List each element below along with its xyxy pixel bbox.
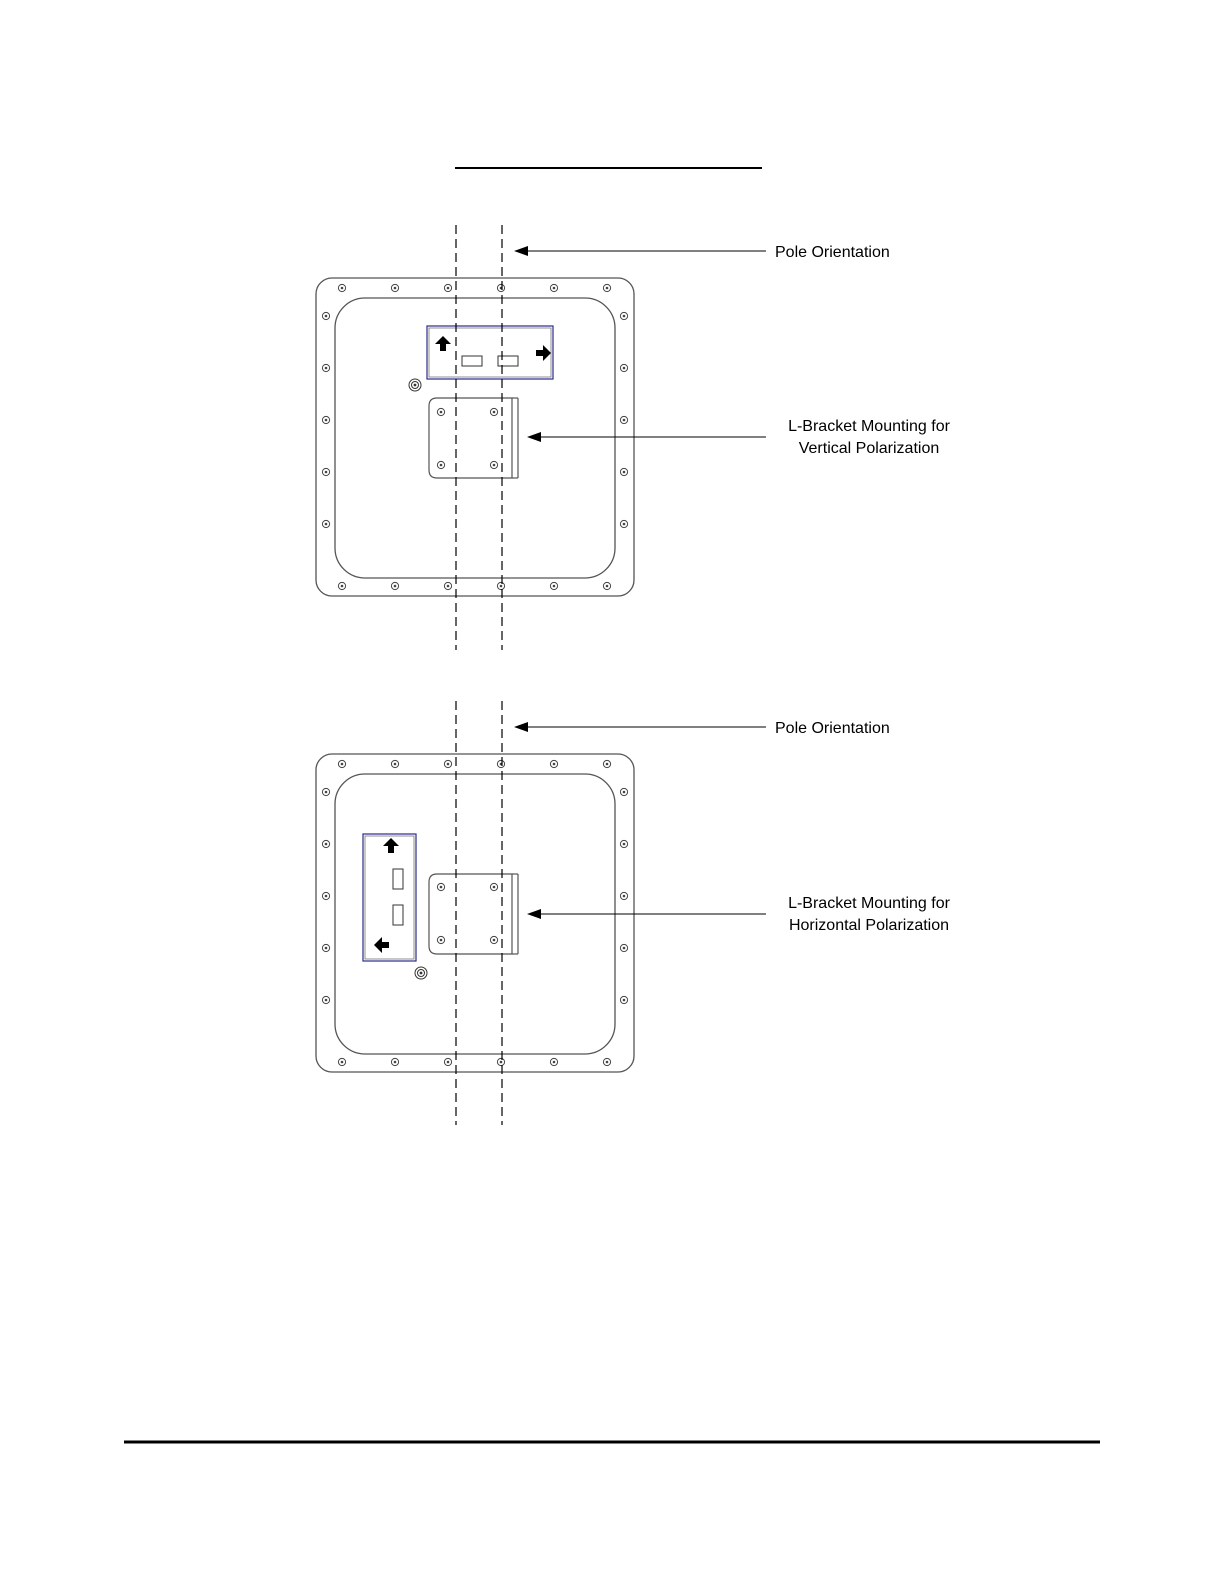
l-bracket [429, 398, 518, 478]
antenna-panel-inner [335, 298, 615, 578]
rf-connector [409, 379, 421, 391]
screw-icon [322, 364, 329, 371]
screw-icon [603, 760, 610, 767]
top-view [316, 225, 951, 650]
screw-icon [437, 461, 444, 468]
screw-icon [338, 582, 345, 589]
pole-callout-arrowhead [514, 246, 528, 256]
antenna-panel-outer [316, 754, 634, 1072]
pole-callout-arrowhead [514, 722, 528, 732]
plate-slot [393, 869, 403, 889]
screw-icon [322, 520, 329, 527]
screw-icon [620, 312, 627, 319]
bracket-screws [437, 408, 497, 468]
screw-icon [620, 520, 627, 527]
bracket-label-line1: L-Bracket Mounting for [788, 895, 950, 912]
screw-icon [444, 760, 451, 767]
screw-icon [620, 944, 627, 951]
plate-slot [393, 905, 403, 925]
arrow-right-icon [536, 345, 551, 361]
bracket-label-line1: L-Bracket Mounting for [788, 418, 950, 435]
screw-icon [322, 892, 329, 899]
screw-icon [497, 284, 504, 291]
screw-icon [444, 284, 451, 291]
screw-icon [550, 760, 557, 767]
screw-icon [437, 883, 444, 890]
plate-slot [498, 356, 518, 366]
rf-connector [415, 967, 427, 979]
screw-icon [338, 1058, 345, 1065]
pole-orientation-label: Pole Orientation [775, 720, 890, 737]
bracket-label-line2: Horizontal Polarization [788, 917, 950, 934]
perimeter-screws [322, 760, 627, 1065]
screw-icon [603, 1058, 610, 1065]
screw-icon [338, 284, 345, 291]
screw-icon [620, 468, 627, 475]
screw-icon [620, 892, 627, 899]
screw-icon [490, 936, 497, 943]
bracket-callout-arrowhead [527, 909, 541, 919]
arrow-left-icon [374, 937, 389, 953]
bottom-view [316, 701, 951, 1125]
screw-icon [322, 468, 329, 475]
plate-slot [462, 356, 482, 366]
screw-icon [437, 408, 444, 415]
arrow-up-icon [383, 838, 399, 853]
screw-icon [322, 312, 329, 319]
screw-icon [444, 582, 451, 589]
screw-icon [322, 788, 329, 795]
bracket-screws [437, 883, 497, 943]
screw-icon [391, 284, 398, 291]
screw-icon [620, 364, 627, 371]
screw-icon [497, 1058, 504, 1065]
screw-icon [490, 883, 497, 890]
screw-icon [603, 582, 610, 589]
label-plate [427, 326, 553, 379]
screw-icon [444, 1058, 451, 1065]
l-bracket [429, 874, 518, 954]
screw-icon [620, 996, 627, 1003]
screw-icon [322, 840, 329, 847]
pole-orientation-label: Pole Orientation [775, 244, 890, 261]
screw-icon [603, 284, 610, 291]
screw-icon [497, 582, 504, 589]
screw-icon [338, 760, 345, 767]
screw-icon [391, 582, 398, 589]
screw-icon [490, 408, 497, 415]
label-plate [363, 834, 416, 961]
screw-icon [550, 582, 557, 589]
screw-icon [620, 840, 627, 847]
screw-icon [322, 996, 329, 1003]
screw-icon [620, 416, 627, 423]
screw-icon [620, 788, 627, 795]
screw-icon [322, 416, 329, 423]
screw-icon [391, 760, 398, 767]
bracket-callout-arrowhead [527, 432, 541, 442]
screw-icon [550, 1058, 557, 1065]
screw-icon [437, 936, 444, 943]
screw-icon [322, 944, 329, 951]
screw-icon [497, 760, 504, 767]
screw-icon [391, 1058, 398, 1065]
screw-icon [490, 461, 497, 468]
screw-icon [550, 284, 557, 291]
bracket-label-line2: Vertical Polarization [798, 440, 940, 457]
arrow-up-icon [435, 336, 451, 351]
